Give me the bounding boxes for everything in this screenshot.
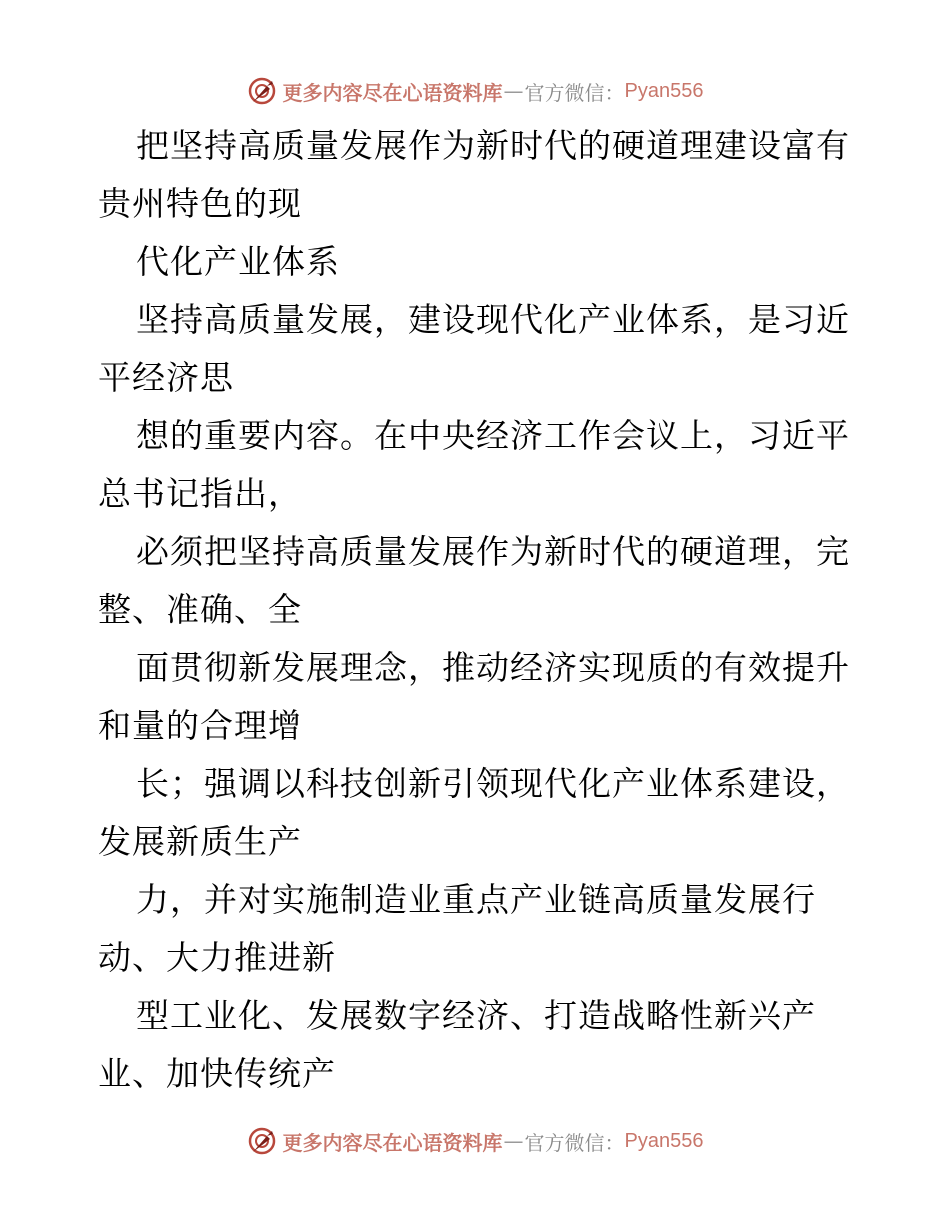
text-line: 动、大力推进新 [98, 938, 336, 977]
text-line: 发展新质生产 [98, 822, 302, 861]
footer-watermark [0, 1121, 950, 1161]
watermark-separator: — [503, 1129, 524, 1153]
text-line: 总书记指出， [98, 474, 302, 513]
text-line: 型工业化、发展数字经济、打造战略性新兴产 [136, 996, 816, 1035]
text-line: 坚持高质量发展，建设现代化产业体系，是习近 [136, 300, 850, 339]
document-body [98, 117, 878, 1103]
text-line: 代化产业体系 [136, 242, 340, 281]
text-line: 把坚持高质量发展作为新时代的硬道理建设富有 [136, 126, 850, 165]
watermark-account: Pyan556 [624, 79, 704, 102]
text-line: 必须把坚持高质量发展作为新时代的硬道理，完 [136, 532, 850, 571]
text-line: 平经济思 [98, 358, 234, 397]
watermark-separator: — [503, 79, 524, 103]
pen-swirl-icon [247, 1126, 277, 1156]
text-line: 整、准确、全 [98, 590, 302, 629]
text-line: 长；强调以科技创新引领现代化产业体系建设， [136, 764, 850, 803]
watermark-label: 官方微信： [524, 80, 625, 105]
watermark-account: Pyan556 [624, 1129, 704, 1152]
text-line: 面贯彻新发展理念，推动经济实现质的有效提升 [136, 648, 850, 687]
text-line: 业、加快传统产 [98, 1054, 336, 1093]
watermark-main-text: 更多内容尽在心语资料库 [282, 1130, 503, 1155]
text-line: 贵州特色的现 [98, 184, 302, 223]
text-line: 和量的合理增 [98, 706, 302, 745]
text-line: 想的重要内容。在中央经济工作会议上，习近平 [136, 416, 850, 455]
pen-swirl-icon [247, 76, 277, 106]
watermark-label: 官方微信： [524, 1130, 625, 1155]
text-line: 力，并对实施制造业重点产业链高质量发展行 [136, 880, 816, 919]
header-watermark [0, 71, 950, 111]
watermark-main-text: 更多内容尽在心语资料库 [282, 80, 503, 105]
